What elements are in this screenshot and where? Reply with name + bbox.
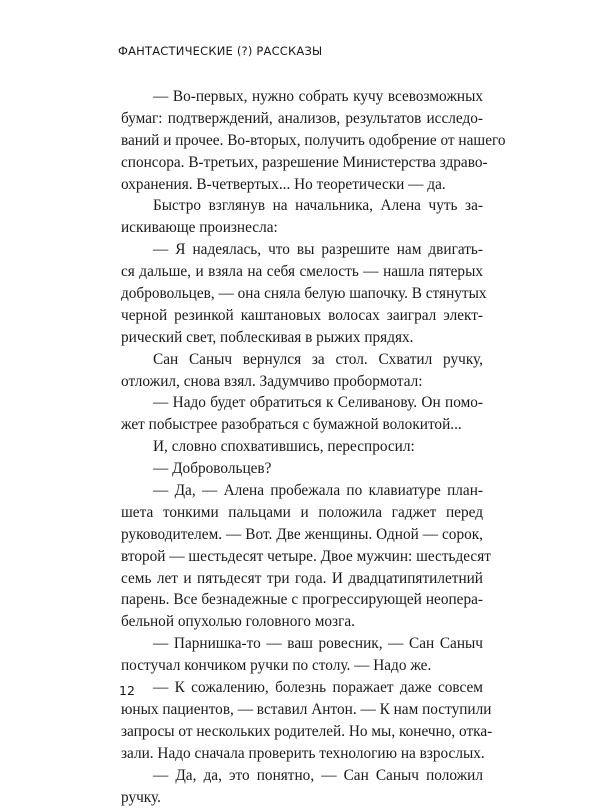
text-line: бельной опухолью головного мозга.: [121, 611, 483, 633]
text-line: второй — шестьдесят четыре. Двое мужчин: шестьдесят: [121, 546, 483, 568]
text-line: — Да, да, это понятно, — Сан Саныч положил: [121, 765, 483, 787]
text-line: бумаг: подтверждений, анализов, результатов исследо-: [121, 108, 483, 130]
text-line: запросы от нескольких родителей. Но мы, конечно, отка-: [121, 721, 483, 743]
text-line: охранения. В-четвертых... Но теоретически — да.: [121, 174, 483, 196]
text-line: искивающе произнесла:: [121, 217, 483, 239]
text-line: постучал кончиком ручки по столу. — Надо же.: [121, 655, 483, 677]
text-line: шета тонкими пальцами и положила гаджет перед: [121, 502, 483, 524]
text-line: — Я надеялась, что вы разрешите нам двигать-: [121, 239, 483, 261]
text-line: зали. Надо сначала проверить технологию на взрослых.: [121, 743, 483, 765]
text-line: отложил, снова взял. Задумчиво пробормотал:: [121, 371, 483, 393]
text-line: жет побыстрее разобраться с бумажной волокитой...: [121, 414, 483, 436]
text-line: Сан Саныч вернулся за стол. Схватил ручку,: [121, 349, 483, 371]
text-line: ся дальше, и взяла на себя смелость — нашла пятерых: [121, 261, 483, 283]
text-line: — Надо будет обратиться к Селиванову. Он помо-: [121, 392, 483, 414]
text-line: ручку.: [121, 787, 483, 808]
text-line: — Добровольцев?: [121, 458, 483, 480]
text-line: добровольцев, — она сняла белую шапочку. В стянутых: [121, 283, 483, 305]
running-header: ФАНТАСТИЧЕСКИЕ (?) РАССКАЗЫ: [118, 44, 322, 58]
text-line: — Да, — Алена пробежала по клавиатуре план-: [121, 480, 483, 502]
text-line: семь лет и пятьдесят три года. И двадцатипятилетний: [121, 568, 483, 590]
text-line: руководителем. — Вот. Две женщины. Одной — сорок,: [121, 524, 483, 546]
text-line: ваний и прочее. Во-вторых, получить одобрение от нашего: [121, 130, 483, 152]
text-line: — Во-первых, нужно собрать кучу всевозможных: [121, 86, 483, 108]
page-number: 12: [119, 683, 135, 698]
text-line: парень. Все безнадежные с прогрессирующей неопера-: [121, 589, 483, 611]
text-line: юных пациентов, — вставил Антон. — К нам поступили: [121, 699, 483, 721]
body-text: [121, 86, 483, 808]
text-line: И, словно спохватившись, переспросил:: [121, 436, 483, 458]
text-line: рический свет, поблескивая в рыжих прядях.: [121, 327, 483, 349]
text-line: спонсора. В-третьих, разрешение Министерства здраво-: [121, 152, 483, 174]
text-line: — К сожалению, болезнь поражает даже совсем: [121, 677, 483, 699]
text-line: — Парнишка-то — ваш ровесник, — Сан Саныч: [121, 633, 483, 655]
text-line: черной резинкой каштановых волосах заиграл элект-: [121, 305, 483, 327]
text-line: Быстро взглянув на начальника, Алена чуть за-: [121, 195, 483, 217]
